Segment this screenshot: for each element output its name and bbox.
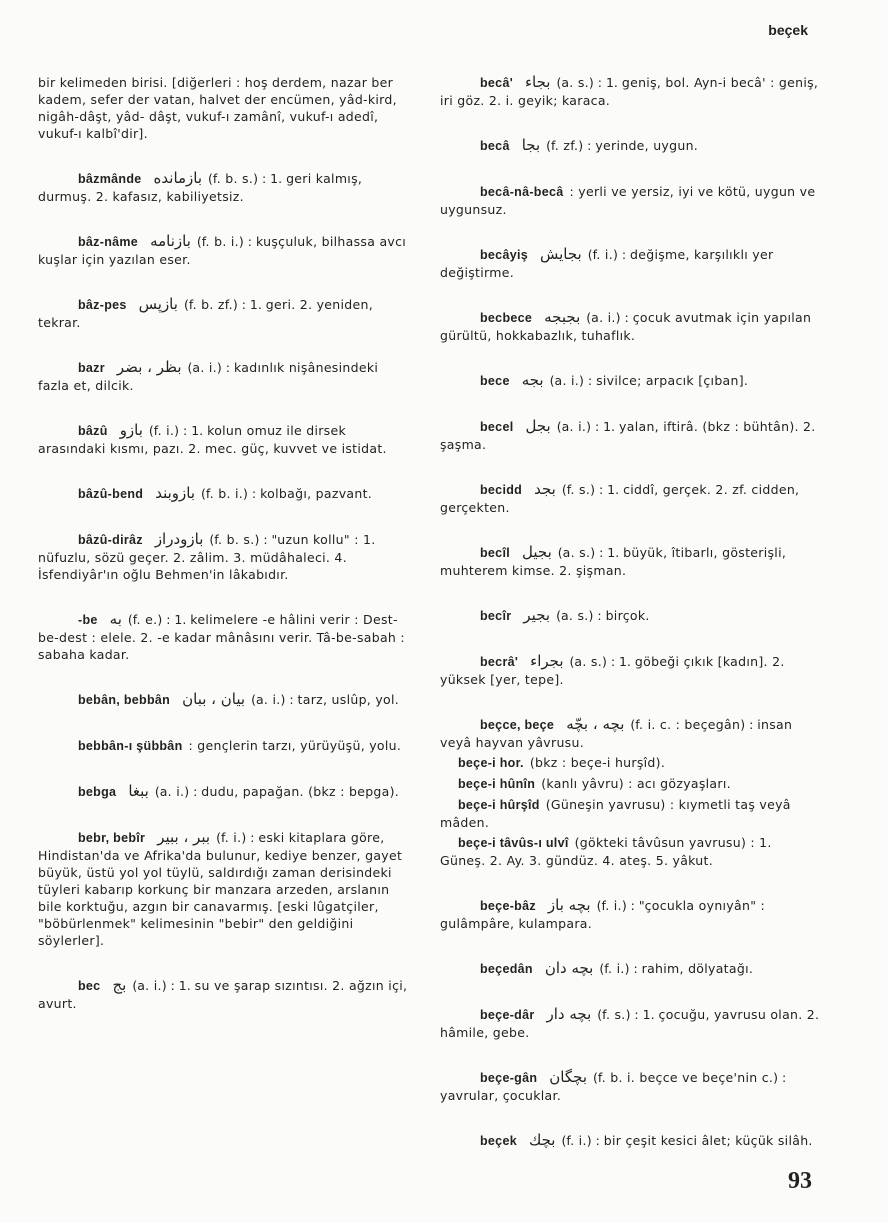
definition: (f. i.) : 1. kolun omuz ile dirsek arasındaki kısmı, pazı. 2. mec. güç, kuvvet ve istidat. — [38, 423, 387, 456]
dictionary-entry — [440, 897, 820, 932]
arabic-script: بچك — [528, 1131, 556, 1149]
arabic-script: بازمانده — [153, 169, 203, 187]
arabic-script: بجه — [521, 371, 544, 389]
headword: beçe-i tâvûs-ı ulvî — [458, 836, 569, 850]
definition: (f. i.) : bir çeşit kesici âlet; küçük silâh. — [561, 1133, 813, 1148]
definition: (f. b. zf.) : 1. geri. 2. yeniden, tekrar. — [38, 297, 373, 330]
headword: becâyiş — [480, 248, 528, 262]
dictionary-entry — [440, 796, 820, 831]
dictionary-entry — [38, 296, 413, 331]
definition: (f. i.) : rahim, dölyatağı. — [599, 961, 754, 976]
headword: bec — [78, 979, 101, 993]
definition: (a. i.) : 1. yalan, iftirâ. (bkz : bühtân). 2. şaşma. — [440, 419, 816, 452]
headword: bâzû-dirâz — [78, 533, 143, 547]
headword: beçce, beçe — [480, 718, 555, 732]
headword: beçe-dâr — [480, 1008, 535, 1022]
dictionary-entry — [440, 834, 820, 869]
definition: (f. i.) : değişme, karşılıklı yer değiştirme. — [440, 247, 774, 280]
headword: becâ-nâ-becâ — [480, 185, 564, 199]
arabic-script: بجد — [534, 480, 556, 498]
definition: (bkz : beçe-i hurşîd). — [529, 755, 666, 770]
dictionary-entry — [440, 246, 820, 281]
arabic-script: بچه ، بچّه — [566, 715, 625, 733]
running-head: beçek — [768, 22, 808, 38]
dictionary-entry — [38, 611, 413, 663]
definition: (a. s.) : birçok. — [556, 608, 650, 623]
headword: becbece — [480, 311, 533, 325]
headword: becîl — [480, 546, 510, 560]
arabic-script: بازپس — [138, 295, 178, 313]
definition: : yerli ve yersiz, iyi ve kötü, uygun ve uygunsuz. — [440, 184, 816, 217]
definition: (a. i.) : sivilce; arpacık [çıban]. — [549, 373, 749, 388]
dictionary-entry — [440, 1069, 820, 1104]
definition: (kanlı yâvru) : acı gözyaşları. — [541, 776, 731, 791]
headword: bebr, bebîr — [78, 831, 146, 845]
headword: beçe-i hûrşîd — [458, 798, 540, 812]
arabic-script: بيان ، ببان — [182, 690, 246, 708]
definition: (a. i.) : kadınlık nişânesindeki fazla et, dilcik. — [38, 360, 379, 393]
dictionary-entry — [440, 607, 820, 625]
headword: beçe-bâz — [480, 899, 536, 913]
dictionary-entry — [440, 418, 820, 453]
definition: (f. e.) : 1. kelimelere -e hâlini verir : Dest-be-dest : elele. 2. -e kadar mânâsını verir. Tâ-be-sabah : sabaha kadar. — [38, 612, 405, 662]
definition: (Güneşin yavrusu) : kıymetli taş veyâ mâden. — [440, 797, 791, 830]
definition: (f. b. i. beçce ve beçe'nin c.) : yavrular, çocuklar. — [440, 1070, 787, 1103]
definition: (f. i.) : "çocukla oynıyân" : gulâmpâre, kulampara. — [440, 898, 766, 931]
dictionary-entry — [440, 1132, 820, 1150]
dictionary-entry — [440, 1006, 820, 1041]
dictionary-entry — [38, 783, 413, 801]
dictionary-entry — [440, 137, 820, 155]
arabic-script: بچه باز — [547, 896, 591, 914]
arabic-script: بج — [112, 976, 127, 994]
dictionary-entry — [440, 372, 820, 390]
definition: (gökteki tâvûsun yavrusu) : 1. Güneş. 2. Ay. 3. gündüz. 4. ateş. 5. yâkut. — [440, 835, 772, 868]
arabic-script: بازنامه — [150, 232, 191, 250]
headword: becel — [480, 420, 514, 434]
headword: beçe-gân — [480, 1071, 538, 1085]
dictionary-entry — [38, 737, 413, 755]
dictionary-entry — [38, 531, 413, 583]
headword: beçe-i hûnîn — [458, 777, 536, 791]
headword: beçedân — [480, 962, 533, 976]
definition: (a. s.) : 1. göbeği çıkık [kadın]. 2. yüksek [yer, tepe]. — [440, 654, 785, 687]
headword: bazr — [78, 361, 105, 375]
dictionary-entry — [38, 170, 413, 205]
dictionary-entry — [440, 754, 820, 772]
arabic-script: به — [109, 610, 122, 628]
dictionary-entry — [440, 544, 820, 579]
definition: (a. i.) : çocuk avutmak için yapılan gürültü, hokkabazlık, tuhaflık. — [440, 310, 812, 343]
arabic-script: بجاء — [524, 73, 551, 91]
dictionary-entry — [38, 977, 413, 1012]
definition: (f. b. s.) : "uzun kollu" : 1. nüfuzlu, sözü geçer. 2. zâlim. 3. müdâhaleci. 4. İsfendiyâr'ın oğlu Behmen'in lâkabıdır. — [38, 532, 376, 582]
left-column — [38, 74, 413, 1040]
dictionary-entry — [440, 183, 820, 218]
arabic-script: بجايش — [539, 245, 582, 263]
dictionary-entry — [38, 422, 413, 457]
dictionary-entry — [440, 481, 820, 516]
definition: : gençlerin tarzı, yürüyüşü, yolu. — [188, 738, 402, 753]
definition: (f. b. i.) : kuşçuluk, bilhassa avcı kuşlar için yazılan eser. — [38, 234, 407, 267]
definition: (f. b. s.) : 1. geri kalmış, durmuş. 2. kafasız, kabiliyetsiz. — [38, 171, 363, 204]
dictionary-entry — [38, 691, 413, 709]
arabic-script: بجير — [523, 606, 551, 624]
dictionary-entry — [440, 775, 820, 793]
arabic-script: بازوبند — [155, 484, 196, 502]
headword: bâzû-bend — [78, 487, 144, 501]
arabic-script: بچه دار — [546, 1005, 592, 1023]
definition: (f. b. i.) : kolbağı, pazvant. — [201, 486, 373, 501]
headword: bece — [480, 374, 510, 388]
arabic-script: بظر ، بضر — [116, 358, 182, 376]
dictionary-entry — [38, 485, 413, 503]
dictionary-entry — [38, 233, 413, 268]
headword: bebbân-ı şübbân — [78, 739, 183, 753]
headword: becîr — [480, 609, 512, 623]
arabic-script: بچه دان — [544, 959, 594, 977]
arabic-script: بجراء — [530, 652, 564, 670]
arabic-script: بازو — [119, 421, 143, 439]
dictionary-entry — [38, 359, 413, 394]
dictionary-entry — [38, 829, 413, 949]
definition: (f. zf.) : yerinde, uygun. — [546, 138, 699, 153]
definition: (f. i. c. : beçegân) : insan veyâ hayvan yâvrusu. — [440, 717, 793, 750]
dictionary-entry — [440, 74, 820, 109]
headword: becâ — [480, 139, 510, 153]
dictionary-entry — [440, 309, 820, 344]
headword: becidd — [480, 483, 523, 497]
headword: bâzû — [78, 424, 108, 438]
dictionary-entry — [440, 716, 820, 751]
arabic-script: بجيل — [522, 543, 552, 561]
headword: bâz-nâme — [78, 235, 139, 249]
arabic-script: بجبجه — [544, 308, 581, 326]
dictionary-entry — [440, 960, 820, 978]
headword: bâz-pes — [78, 298, 127, 312]
headword: -be — [78, 613, 98, 627]
arabic-script: ببغا — [128, 782, 149, 800]
definition: (a. s.) : 1. büyük, îtibarlı, gösterişli, muhterem kimse. 2. şişman. — [440, 545, 787, 578]
definition: (a. i.) : dudu, papağan. (bkz : bepga). — [154, 784, 400, 799]
headword: becrâ' — [480, 655, 519, 669]
definition: (a. i.) : 1. su ve şarap sızıntısı. 2. ağzın içi, avurt. — [38, 978, 408, 1011]
arabic-script: بچگان — [549, 1068, 588, 1086]
arabic-script: بجل — [525, 417, 551, 435]
headword: bâzmânde — [78, 172, 142, 186]
dictionary-entry — [38, 74, 413, 142]
headword: becâ' — [480, 76, 513, 90]
definition: (f. s.) : 1. çocuğu, yavrusu olan. 2. hâmile, gebe. — [440, 1007, 820, 1040]
page-number: 93 — [788, 1168, 812, 1194]
headword: beçe-i hor. — [458, 756, 524, 770]
definition: (f. s.) : 1. ciddî, gerçek. 2. zf. cidden, gerçekten. — [440, 482, 800, 515]
arabic-script: ببر ، ببير — [157, 828, 211, 846]
headword: bebân, bebbân — [78, 693, 171, 707]
dictionary-entry — [440, 653, 820, 688]
arabic-script: بجا — [521, 136, 541, 154]
definition: (a. s.) : 1. geniş, bol. Ayn-i becâ' : geniş, iri göz. 2. i. geyik; karaca. — [440, 75, 819, 108]
arabic-script: بازودراز — [154, 530, 204, 548]
definition: (f. i.) : eski kitaplara göre, Hindistan'da ve Afrika'da bulunur, kediye benzer, gayet büyük, üstü yol yol tüylü, saldırdığı zaman derisindeki tüyleri kabarıp korkunç bir manzara arzeden, arslanın bile korktuğu, azgın bir canavarmış. [eski lûgatçiler, "böbürlenmek" kelimesinin "bebir" den geldiğini söylerler]. — [38, 830, 403, 948]
continued-text: bir kelimeden birisi. [diğerleri : hoş derdem, nazar ber kadem, sefer der vatan, halvet der encümen, yâd-kird, nigâh-dâşt, yâd- dâşt, vukuf-ı zamânî, vukuf-ı adedî, vukuf-ı kalbî'dir]. — [38, 75, 397, 141]
right-column — [440, 74, 820, 1178]
definition: (a. i.) : tarz, uslûp, yol. — [251, 692, 400, 707]
headword: bebga — [78, 785, 117, 799]
headword: beçek — [480, 1134, 517, 1148]
